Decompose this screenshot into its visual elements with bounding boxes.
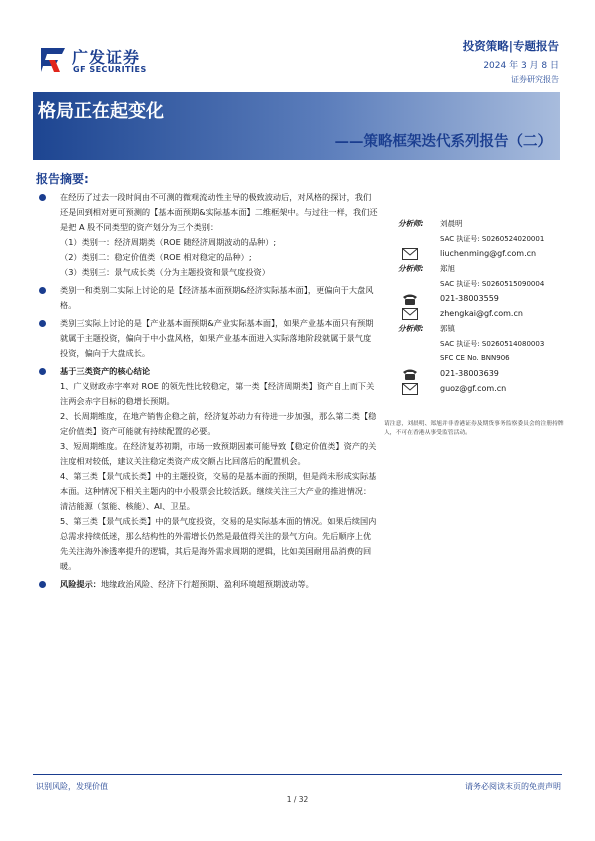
- bullet-text: 在经历了过去一段时间由不可测的微观流动性主导的极致波动后，对风格的探讨，我们还是回到相对更可预测的【基本面预期&实际基本面】二维框架中。与过往一样，我们还是把 A 股不同类型的资产划分为三个类别：: [60, 192, 378, 232]
- conclusion-paragraph: 4、第三类【景气成长类】中的主题投资，交易的是基本面的预期，但是尚未形成实际基本面。这种情况下相关主题内的中小股票会比较活跃。继续关注三大产业的推进情况：清洁能源（氢能、核能）、AI、卫星。: [60, 471, 377, 511]
- abstract-bullet: [38, 190, 378, 280]
- brand-name-cn: 广发证券: [72, 48, 141, 67]
- page-title: 格局正在起变化: [38, 101, 164, 122]
- analyst-sfc-license: SFC CE No. BNN906: [440, 354, 510, 362]
- conclusion-paragraph: 3、短周期维度。在经济复苏初期，市场一致预期因素可能导致【稳定价值类】资产的关注度相对较低，建议关注稳定类资产成交额占比回落后的配置机会。: [60, 441, 377, 466]
- analyst-email-row: [398, 248, 563, 263]
- report-date: 2024 年 3 月 8 日: [483, 61, 559, 71]
- bullet-text: 类别一和类别二实际上讨论的是【经济基本面预期&经济实际基本面】，更偏向于大盘风格。: [60, 285, 374, 310]
- conclusion-paragraph: 2、长周期维度，在地产销售企稳之前，经济复苏动力有待进一步加强，那么第二类【稳定价值类】资产可能就有持续配置的必要。: [60, 411, 377, 436]
- footer-divider: [33, 774, 562, 775]
- abstract-bullet: [38, 364, 378, 574]
- analyst-email-row: [398, 308, 563, 323]
- analyst-label: 分析师:: [398, 264, 424, 273]
- analyst-license-row: [398, 353, 563, 368]
- analyst-label: 分析师:: [398, 324, 424, 333]
- analyst-license-row: [398, 233, 563, 248]
- analyst-email[interactable]: zhengkai@gf.com.cn: [440, 309, 523, 318]
- mail-icon: [402, 248, 418, 260]
- analyst-phone-row: [398, 293, 563, 308]
- analyst-email[interactable]: guoz@gf.com.cn: [440, 384, 507, 393]
- abstract-heading: 报告摘要:: [36, 172, 89, 186]
- brand-name-en: GF SECURITIES: [73, 65, 147, 74]
- bullet-dot-icon: [39, 581, 46, 588]
- report-department: 证券研究报告: [511, 75, 559, 84]
- analyst-name: 郑旭: [440, 264, 455, 273]
- bullet-dot-icon: [39, 194, 46, 201]
- analyst-license-row: [398, 338, 563, 353]
- conclusion-paragraph: 5、第三类【景气成长类】中的景气度投资，交易的是实际基本面的情况。如果后续国内总需求持续低迷，那么结构性的外需增长仍然是最值得关注的景气方向。先后顺序上优先关注海外渗透率提升的逻辑，其后是海外需求周期的逻辑，比如美国耐用品消费的回暖。: [60, 516, 377, 571]
- analyst-label: 分析师:: [398, 219, 424, 228]
- bullet-dot-icon: [39, 320, 46, 327]
- analyst-name: 刘晨明: [440, 219, 463, 228]
- analyst-row: [398, 323, 563, 338]
- mail-icon: [402, 383, 418, 395]
- phone-icon: [402, 368, 418, 380]
- gf-logo-icon: [38, 44, 68, 76]
- conclusion-paragraph: 1、广义财政赤字率对 ROE 的领先性比较稳定，第一类【经济周期类】资产自上而下关注两会赤字目标的稳增长预期。: [60, 381, 375, 406]
- abstract-bullet: [38, 316, 378, 361]
- phone-icon: [402, 293, 418, 305]
- footer-disclaimer: 请务必阅读末页的免责声明: [465, 782, 561, 791]
- bullet-dot-icon: [39, 287, 46, 294]
- page-subtitle: ——策略框架迭代系列报告（二）: [334, 133, 552, 150]
- abstract-bullet: [38, 577, 378, 592]
- category-item: （3）类别三：景气成长类（分为主题投资和景气度投资）: [60, 267, 270, 277]
- category-item: （1）类别一：经济周期类（ROE 随经济周期波动的品种）;: [60, 237, 277, 247]
- analyst-phone: 021-38003639: [440, 369, 499, 378]
- regulatory-note: 请注意，刘晨明、郑旭并非香港证券及期货事务监察委员会的注册持牌人，不可在香港从事受监管活动。: [384, 421, 564, 436]
- core-conclusion-heading: 基于三类资产的核心结论: [60, 366, 151, 376]
- analyst-row: [398, 263, 563, 278]
- abstract-bullet: [38, 283, 378, 313]
- analyst-phone-row: [398, 368, 563, 383]
- analyst-panel: [398, 218, 563, 398]
- footer-slogan: 识别风险，发现价值: [36, 782, 108, 791]
- page-number: 1 / 32: [286, 795, 309, 804]
- analyst-license: SAC 执证号: S0260524020001: [440, 235, 545, 243]
- analyst-email[interactable]: liuchenming@gf.com.cn: [440, 249, 537, 258]
- bullet-text: 类别三实际上讨论的是【产业基本面预期&产业实际基本面】，如果产业基本面只有预期就属于主题投资，偏向于中小盘风格，如果产业基本面进入实际落地阶段就属于景气度投资，偏向于大盘成长。: [60, 318, 374, 358]
- analyst-license-row: [398, 278, 563, 293]
- risk-text: 地缘政治风险、经济下行超预期、盈利环境超预期波动等。: [100, 579, 314, 589]
- title-band: [33, 92, 560, 160]
- analyst-license: SAC 执证号: S0260514080003: [440, 340, 545, 348]
- category-item: （2）类别二：稳定价值类（ROE 相对稳定的品种）;: [60, 252, 252, 262]
- analyst-phone: 021-38003559: [440, 294, 499, 303]
- analyst-name: 郭镇: [440, 324, 455, 333]
- report-type: 投资策略|专题报告: [462, 39, 559, 53]
- analyst-email-row: [398, 383, 563, 398]
- brand-logo: [38, 44, 163, 78]
- abstract-content: [38, 190, 378, 595]
- bullet-dot-icon: [39, 368, 46, 375]
- mail-icon: [402, 308, 418, 320]
- analyst-row: [398, 218, 563, 233]
- risk-label: 风险提示：: [60, 579, 101, 589]
- analyst-license: SAC 执证号: S0260515090004: [440, 280, 545, 288]
